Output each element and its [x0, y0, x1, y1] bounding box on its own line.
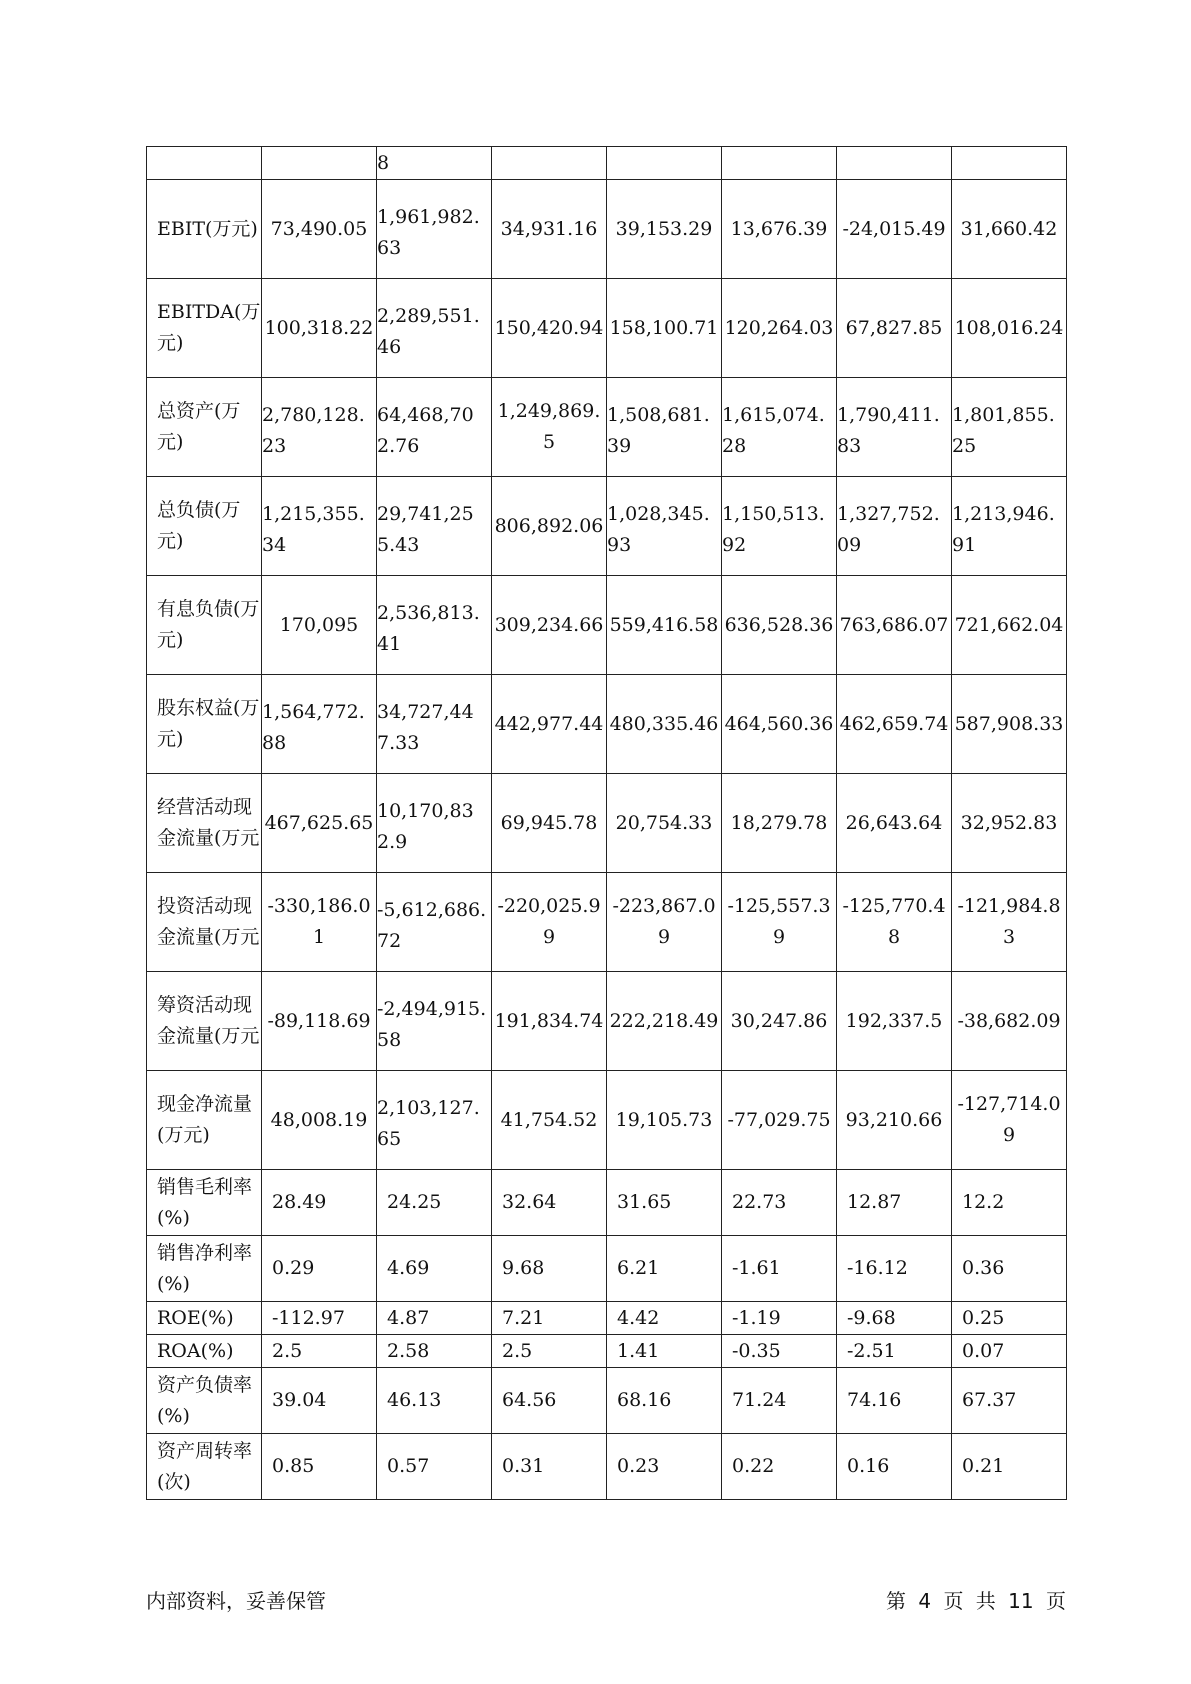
- table-cell: 462,659.74: [837, 675, 952, 774]
- table-cell: -220,025.99: [492, 873, 607, 972]
- table-cell: 1,801,855.25: [952, 378, 1067, 477]
- table-cell: 2.58: [377, 1335, 492, 1368]
- table-cell: 150,420.94: [492, 279, 607, 378]
- table-cell: 71.24: [722, 1368, 837, 1434]
- table-cell: -89,118.69: [262, 972, 377, 1071]
- table-cell: 0.29: [262, 1236, 377, 1302]
- row-label: ROE(%): [147, 1302, 262, 1335]
- row-label: ROA(%): [147, 1335, 262, 1368]
- table-cell: -127,714.09: [952, 1071, 1067, 1170]
- table-cell: 18,279.78: [722, 774, 837, 873]
- table-cell: 0.31: [492, 1434, 607, 1500]
- table-cell: -1.19: [722, 1302, 837, 1335]
- table-cell: 1,508,681.39: [607, 378, 722, 477]
- table-cell: 0.85: [262, 1434, 377, 1500]
- table-cell: 68.16: [607, 1368, 722, 1434]
- table-cell: 31,660.42: [952, 180, 1067, 279]
- table-cell: 170,095: [262, 576, 377, 675]
- table-cell: 67,827.85: [837, 279, 952, 378]
- table-cell: 2.5: [262, 1335, 377, 1368]
- table-cell: 0.25: [952, 1302, 1067, 1335]
- table-cell: 2,103,127.65: [377, 1071, 492, 1170]
- table-row: [147, 378, 1067, 477]
- table-cell: 1,213,946.91: [952, 477, 1067, 576]
- table-cell: 67.37: [952, 1368, 1067, 1434]
- row-label: 资产负债率(%): [147, 1368, 262, 1434]
- table-cell: -2.51: [837, 1335, 952, 1368]
- table-cell: 806,892.06: [492, 477, 607, 576]
- table-cell: 158,100.71: [607, 279, 722, 378]
- row-label: 经营活动现金流量(万元: [147, 774, 262, 873]
- table-cell: 13,676.39: [722, 180, 837, 279]
- table-cell: 31.65: [607, 1170, 722, 1236]
- page-number: 第 4 页 共 11 页: [886, 1589, 1066, 1613]
- table-cell: -1.61: [722, 1236, 837, 1302]
- table-cell: 64,468,702.76: [377, 378, 492, 477]
- table-cell: 32,952.83: [952, 774, 1067, 873]
- table-cell: 0.07: [952, 1335, 1067, 1368]
- table-cell: 309,234.66: [492, 576, 607, 675]
- table-cell: 8: [377, 147, 492, 180]
- row-label: 筹资活动现金流量(万元: [147, 972, 262, 1071]
- table-cell: -125,770.48: [837, 873, 952, 972]
- table-cell: 20,754.33: [607, 774, 722, 873]
- table-cell: 0.16: [837, 1434, 952, 1500]
- table-cell: -24,015.49: [837, 180, 952, 279]
- table-cell: 30,247.86: [722, 972, 837, 1071]
- table-cell: 10,170,832.9: [377, 774, 492, 873]
- row-label: 总资产(万元): [147, 378, 262, 477]
- table-cell: 559,416.58: [607, 576, 722, 675]
- table-cell: 1,327,752.09: [837, 477, 952, 576]
- table-cell: 4.69: [377, 1236, 492, 1302]
- table-cell: 0.22: [722, 1434, 837, 1500]
- table-cell: 1.41: [607, 1335, 722, 1368]
- table-cell: 39.04: [262, 1368, 377, 1434]
- table-cell: 26,643.64: [837, 774, 952, 873]
- table-cell: 108,016.24: [952, 279, 1067, 378]
- table-cell: 74.16: [837, 1368, 952, 1434]
- table-cell: -77,029.75: [722, 1071, 837, 1170]
- table-row: [147, 147, 1067, 180]
- table-cell: [492, 147, 607, 180]
- table-cell: 763,686.07: [837, 576, 952, 675]
- table-cell: 28.49: [262, 1170, 377, 1236]
- table-cell: 0.21: [952, 1434, 1067, 1500]
- table-row: [147, 1236, 1067, 1302]
- table-cell: [952, 147, 1067, 180]
- table-cell: [837, 147, 952, 180]
- table-cell: -121,984.83: [952, 873, 1067, 972]
- table-cell: 32.64: [492, 1170, 607, 1236]
- table-cell: -16.12: [837, 1236, 952, 1302]
- table-cell: 0.23: [607, 1434, 722, 1500]
- table-cell: 46.13: [377, 1368, 492, 1434]
- table-cell: 1,961,982.63: [377, 180, 492, 279]
- table-row: [147, 1335, 1067, 1368]
- table-cell: 39,153.29: [607, 180, 722, 279]
- confidential-note: 内部资料，妥善保管: [146, 1589, 326, 1613]
- table-cell: 0.36: [952, 1236, 1067, 1302]
- row-label: 有息负债(万元): [147, 576, 262, 675]
- table-cell: 2,289,551.46: [377, 279, 492, 378]
- table-cell: 1,028,345.93: [607, 477, 722, 576]
- table-row: [147, 873, 1067, 972]
- table-cell: 73,490.05: [262, 180, 377, 279]
- table-cell: 2,780,128.23: [262, 378, 377, 477]
- table-cell: 192,337.5: [837, 972, 952, 1071]
- table-cell: 721,662.04: [952, 576, 1067, 675]
- row-label: 销售净利率(%): [147, 1236, 262, 1302]
- table-cell: [607, 147, 722, 180]
- table-cell: 1,249,869.5: [492, 378, 607, 477]
- row-label: 资产周转率(次): [147, 1434, 262, 1500]
- table-cell: 29,741,255.43: [377, 477, 492, 576]
- row-label: 投资活动现金流量(万元: [147, 873, 262, 972]
- table-cell: 1,615,074.28: [722, 378, 837, 477]
- table-cell: 69,945.78: [492, 774, 607, 873]
- table-row: [147, 972, 1067, 1071]
- table-cell: 100,318.22: [262, 279, 377, 378]
- table-cell: 4.42: [607, 1302, 722, 1335]
- table-cell: 12.2: [952, 1170, 1067, 1236]
- table-cell: [722, 147, 837, 180]
- table-cell: 467,625.65: [262, 774, 377, 873]
- row-label: 销售毛利率(%): [147, 1170, 262, 1236]
- table-cell: -38,682.09: [952, 972, 1067, 1071]
- row-label: EBITDA(万元): [147, 279, 262, 378]
- table-cell: 1,564,772.88: [262, 675, 377, 774]
- table-cell: 93,210.66: [837, 1071, 952, 1170]
- table-cell: -112.97: [262, 1302, 377, 1335]
- table-row: [147, 1368, 1067, 1434]
- table-row: [147, 774, 1067, 873]
- table-row: [147, 1302, 1067, 1335]
- table-cell: 64.56: [492, 1368, 607, 1434]
- table-cell: -0.35: [722, 1335, 837, 1368]
- table-cell: -2,494,915.58: [377, 972, 492, 1071]
- table-cell: 2.5: [492, 1335, 607, 1368]
- table-cell: -125,557.39: [722, 873, 837, 972]
- table-cell: 1,790,411.83: [837, 378, 952, 477]
- table-cell: 587,908.33: [952, 675, 1067, 774]
- table-cell: 7.21: [492, 1302, 607, 1335]
- table-cell: 1,150,513.92: [722, 477, 837, 576]
- row-label: 总负债(万元): [147, 477, 262, 576]
- table-cell: 1,215,355.34: [262, 477, 377, 576]
- table-cell: 4.87: [377, 1302, 492, 1335]
- table-cell: 0.57: [377, 1434, 492, 1500]
- table-row: [147, 1071, 1067, 1170]
- table-cell: 41,754.52: [492, 1071, 607, 1170]
- row-label: [147, 147, 262, 180]
- row-label: 股东权益(万元): [147, 675, 262, 774]
- table-row: [147, 180, 1067, 279]
- table-cell: 480,335.46: [607, 675, 722, 774]
- table-cell: 2,536,813.41: [377, 576, 492, 675]
- table-cell: 19,105.73: [607, 1071, 722, 1170]
- table-cell: -223,867.09: [607, 873, 722, 972]
- table-cell: 34,931.16: [492, 180, 607, 279]
- table-cell: 120,264.03: [722, 279, 837, 378]
- table-cell: 24.25: [377, 1170, 492, 1236]
- table-cell: 12.87: [837, 1170, 952, 1236]
- table-cell: -5,612,686.72: [377, 873, 492, 972]
- table-cell: 222,218.49: [607, 972, 722, 1071]
- table-cell: 636,528.36: [722, 576, 837, 675]
- table-cell: -9.68: [837, 1302, 952, 1335]
- table-row: [147, 1170, 1067, 1236]
- table-cell: 34,727,447.33: [377, 675, 492, 774]
- table-row: [147, 576, 1067, 675]
- table-cell: 464,560.36: [722, 675, 837, 774]
- table-row: [147, 1434, 1067, 1500]
- financial-table: [146, 146, 1067, 1500]
- table-cell: -330,186.01: [262, 873, 377, 972]
- row-label: EBIT(万元): [147, 180, 262, 279]
- table-cell: 6.21: [607, 1236, 722, 1302]
- table-row: [147, 279, 1067, 378]
- table-cell: 22.73: [722, 1170, 837, 1236]
- table-cell: 9.68: [492, 1236, 607, 1302]
- table-row: [147, 477, 1067, 576]
- table-row: [147, 675, 1067, 774]
- table-cell: [262, 147, 377, 180]
- table-cell: 191,834.74: [492, 972, 607, 1071]
- table-cell: 48,008.19: [262, 1071, 377, 1170]
- row-label: 现金净流量(万元): [147, 1071, 262, 1170]
- table-cell: 442,977.44: [492, 675, 607, 774]
